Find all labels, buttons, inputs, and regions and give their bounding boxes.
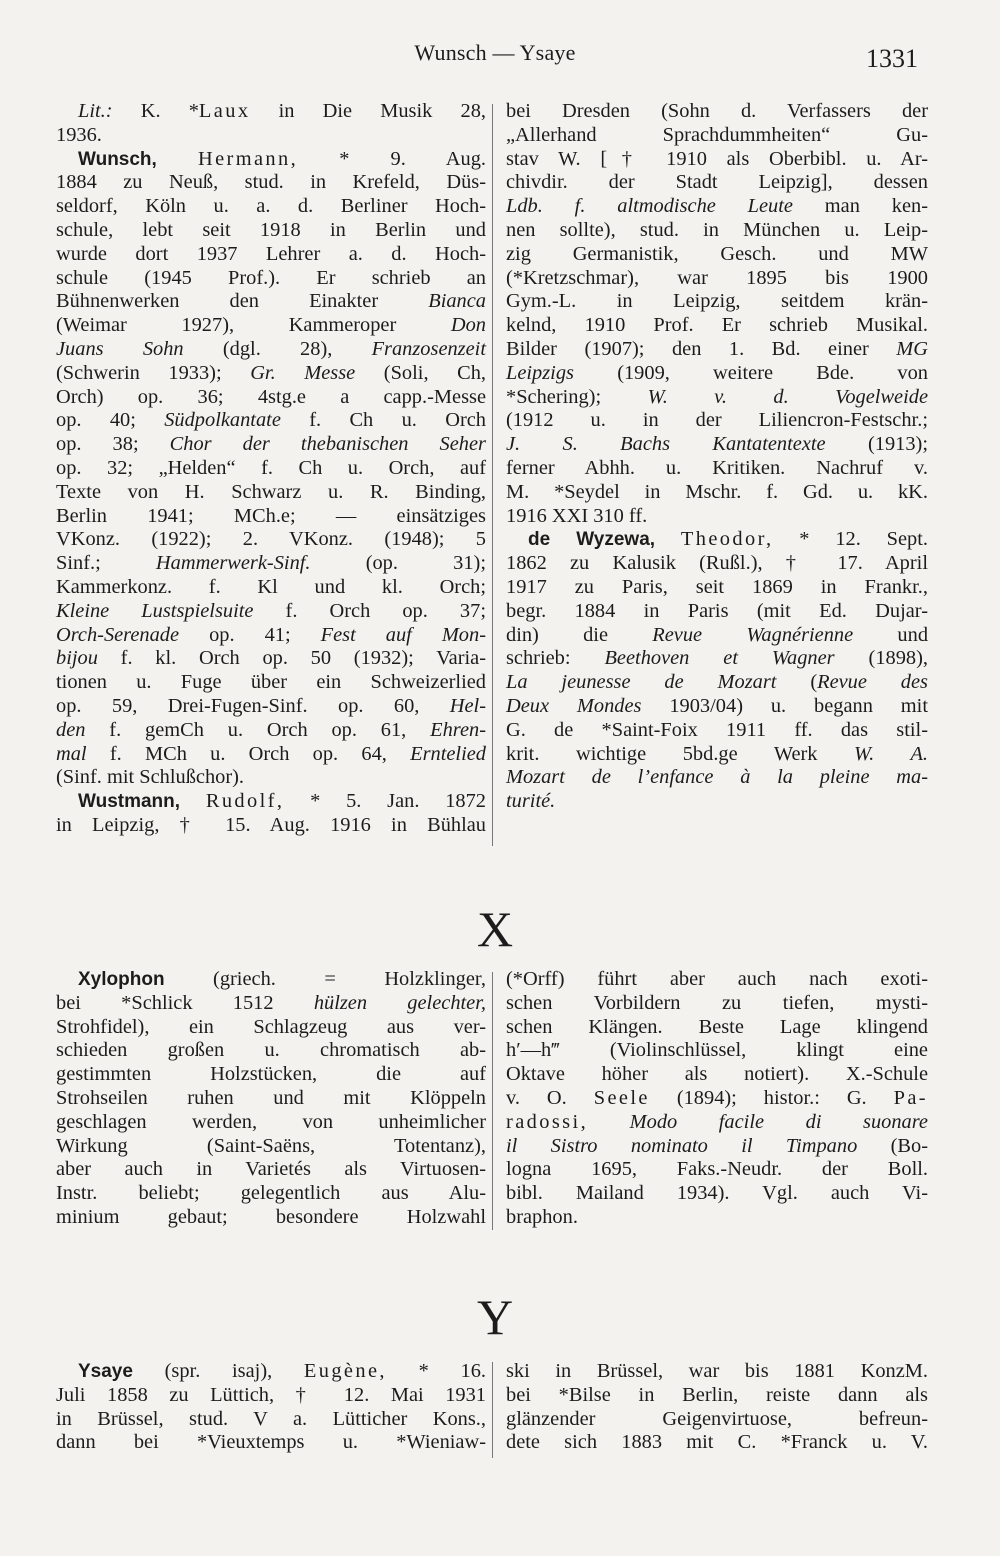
text-line — [506, 1063, 928, 1087]
text-segment: dete sich 1883 mit C. *Franck u. V. — [506, 1431, 928, 1454]
text-line — [506, 409, 928, 433]
text-segment: Kleine Lustspielsuite — [56, 599, 254, 622]
text-segment: schrieb: — [506, 647, 605, 670]
text-segment: bibl. Mailand 1934). Vgl. auch Vi- — [506, 1182, 928, 1205]
text-line — [506, 647, 928, 671]
text-segment: (*Orff) führt aber auch nach exoti- — [506, 968, 928, 990]
text-segment: (*Kretzschmar), war 1895 bis 1900 — [506, 266, 928, 289]
text-line — [56, 148, 486, 172]
text-line — [56, 790, 486, 814]
text-segment: wurde dort 1937 Lehrer a. d. Hoch- — [56, 242, 486, 265]
text-line — [506, 219, 928, 243]
text-line — [506, 1087, 928, 1111]
text-segment: Hel- — [449, 694, 486, 717]
text-line — [506, 576, 928, 600]
text-segment: (griech. = Holzklinger, — [164, 968, 486, 990]
text-line — [506, 243, 928, 267]
text-segment: dann bei *Vieuxtemps u. *Wieniaw- — [56, 1431, 486, 1454]
text-segment: f. gemCh u. Orch op. 61, — [85, 718, 431, 741]
text-segment: * 16. — [386, 1360, 486, 1382]
text-segment: (1894); histor.: G. — [649, 1086, 894, 1109]
section-letter-x: X — [476, 901, 514, 957]
text-segment: W. A. — [854, 742, 928, 765]
text-line — [506, 1158, 928, 1182]
text-line — [56, 481, 486, 505]
text-segment: f. kl. Orch op. 50 (1932); Varia- — [97, 647, 486, 670]
text-line — [506, 338, 928, 362]
text-line — [56, 505, 486, 529]
text-segment: Südpolkantate — [164, 409, 281, 432]
text-segment: nen sollte), stud. in München u. Leip- — [506, 218, 928, 241]
text-line — [56, 362, 486, 386]
text-segment: seldorf, Köln u. a. d. Berliner Hoch- — [56, 195, 486, 218]
text-line — [56, 1063, 486, 1087]
text-line — [506, 1206, 928, 1230]
text-segment: bei Dresden (Sohn d. Verfassers der — [506, 100, 928, 122]
text-segment: Bianca — [428, 290, 486, 313]
text-line — [56, 624, 486, 648]
text-line — [56, 695, 486, 719]
text-line — [506, 1182, 928, 1206]
text-line — [506, 600, 928, 624]
text-segment: 1916 XXI 310 ff. — [506, 504, 648, 527]
text-line — [506, 1408, 928, 1432]
text-line — [56, 171, 486, 195]
text-segment: schen Vorbildern zu tiefen, mysti- — [506, 991, 928, 1014]
text-segment: MG — [896, 337, 928, 360]
text-line — [506, 386, 928, 410]
text-segment: op. 59, Drei-Fugen-Sinf. op. 60, — [56, 694, 450, 717]
text-segment: (Bo- — [857, 1134, 928, 1157]
text-line — [506, 1384, 928, 1408]
text-segment: bijou — [56, 647, 98, 670]
text-segment: zig Germanistik, Gesch. und MW — [506, 242, 928, 265]
text-segment: Pa- — [893, 1086, 928, 1109]
text-segment: * 5. Jan. 1872 — [284, 790, 486, 813]
text-line — [506, 124, 928, 148]
text-line — [506, 1431, 928, 1455]
text-segment: „Allerhand Sprachdummheiten“ Gu- — [506, 123, 928, 146]
text-line — [56, 1408, 486, 1432]
text-line — [56, 1431, 486, 1455]
text-segment: chivdir. der Stadt Leipzig], dessen — [506, 171, 928, 194]
text-line — [56, 219, 486, 243]
text-line — [506, 719, 928, 743]
text-line — [56, 1039, 486, 1063]
text-line — [56, 968, 486, 992]
text-segment: Franzosenzeit — [371, 337, 487, 360]
text-segment: Revue Wagnérienne — [652, 623, 854, 646]
text-segment: (Soli, Ch, — [355, 361, 486, 384]
text-line — [56, 243, 486, 267]
text-segment: Hammerwerk-Sinf. — [155, 552, 311, 575]
text-line — [56, 1182, 486, 1206]
text-line — [506, 1135, 928, 1159]
text-segment: 1917 zu Paris, seit 1869 in Frankr., — [506, 575, 928, 598]
text-segment: minium gebaut; besondere Holzwahl — [56, 1205, 486, 1228]
text-line — [56, 195, 486, 219]
text-segment: h′—h‴ (Violinschlüssel, klingt eine — [506, 1039, 928, 1062]
text-segment: turité. — [506, 790, 556, 813]
text-segment: op. 40; — [56, 409, 165, 432]
column-divider-top — [492, 104, 493, 846]
text-line — [56, 552, 486, 576]
text-line — [56, 314, 486, 338]
text-segment: f. Orch op. 37; — [253, 599, 486, 622]
text-segment: ( — [776, 671, 818, 694]
text-segment: Ehren- — [430, 718, 486, 741]
text-segment: VKonz. (1922); 2. VKonz. (1948); 5 — [56, 528, 486, 551]
text-segment: 1903/04) u. begann mit — [641, 694, 928, 717]
text-line — [56, 743, 486, 767]
text-segment: Texte von H. Schwarz u. R. Binding, — [56, 480, 486, 503]
page-number: 1331 — [866, 44, 918, 73]
text-segment: Oktave höher als notiert). X.-Schule — [506, 1063, 928, 1086]
text-line — [56, 766, 486, 790]
text-segment: hülzen gelechter, — [313, 991, 486, 1014]
text-line — [56, 1360, 486, 1384]
text-segment: 1862 zu Kalusik (Rußl.), † 17. April — [506, 552, 928, 575]
text-line — [506, 624, 928, 648]
column-right-mid — [506, 968, 928, 1230]
text-segment: op. 32; „Helden“ f. Ch u. Orch, auf — [56, 456, 486, 479]
text-segment: Modo facile di suonare — [629, 1110, 928, 1133]
text-segment: man ken- — [792, 195, 928, 218]
text-segment: Erntelied — [410, 742, 486, 765]
text-line — [506, 290, 928, 314]
text-segment: Don — [450, 314, 486, 337]
text-segment: Revue des — [817, 671, 928, 694]
entry-headword: Xylophon — [78, 969, 165, 990]
text-segment: f. Ch u. Orch — [280, 409, 486, 432]
text-line — [506, 267, 928, 291]
text-line — [56, 992, 486, 1016]
text-line — [56, 528, 486, 552]
text-segment: K. * — [112, 100, 199, 122]
text-segment: radossi, — [506, 1110, 589, 1133]
text-segment: Strohseilen ruhen und mit Klöppeln — [56, 1086, 486, 1109]
text-segment: Laux — [198, 100, 251, 122]
text-segment: stav W. [† 1910 als Oberbibl. u. Ar- — [506, 147, 928, 170]
text-segment: Chor der thebanischen Seher — [169, 433, 486, 456]
text-segment: Hermann, — [197, 147, 299, 170]
text-segment: J. S. Bachs Kantatentexte — [506, 433, 826, 456]
text-segment: f. MCh u. Orch op. 64, — [86, 742, 411, 765]
text-segment: schule, lebt seit 1918 in Berlin und — [56, 218, 486, 241]
text-segment: Sinf.; — [56, 552, 156, 575]
text-segment: Eugène, — [303, 1360, 387, 1382]
text-segment: aber auch in Varietés als Virtuosen- — [56, 1158, 486, 1181]
text-segment: in Leipzig, † 15. Aug. 1916 in Bühlau — [56, 813, 486, 836]
text-line — [56, 1135, 486, 1159]
text-segment: op. 38; — [56, 433, 170, 456]
text-segment: Theodor, — [680, 528, 774, 551]
text-line — [56, 600, 486, 624]
text-segment: Deux Mondes — [506, 694, 642, 717]
text-line — [506, 1111, 928, 1135]
text-segment: Orch) op. 36; 4stg.e a capp.-Messe — [56, 385, 486, 408]
text-line — [506, 100, 928, 124]
text-line — [56, 457, 486, 481]
text-line — [56, 433, 486, 457]
text-line — [56, 814, 486, 838]
text-segment: Juli 1858 zu Lüttich, † 12. Mai 1931 — [56, 1383, 486, 1406]
text-line — [506, 1360, 928, 1384]
text-segment: (dgl. 28), — [183, 337, 372, 360]
text-segment: gestimmten Holzstücken, die auf — [56, 1063, 486, 1086]
text-segment: W. v. d. Vogelweide — [647, 385, 929, 408]
text-segment: (Schwerin 1933); — [56, 361, 251, 384]
text-segment: (1898), — [834, 647, 928, 670]
text-line — [56, 124, 486, 148]
text-segment: Lit.: — [78, 100, 113, 122]
section-letter-y: Y — [476, 1289, 514, 1345]
text-segment: tionen u. Fuge über ein Schweizerlied — [56, 671, 486, 694]
text-segment: bei *Schlick 1512 — [56, 991, 314, 1014]
text-segment: Bühnenwerken den Einakter — [56, 290, 429, 313]
text-line — [56, 338, 486, 362]
text-segment: Bilder (1907); den 1. Bd. einer — [506, 337, 897, 360]
text-segment: Leipzigs — [506, 361, 574, 384]
text-segment: ferner Abhh. u. Kritiken. Nachruf v. — [506, 456, 928, 479]
text-segment: Berlin 1941; MCh.e; — einsätziges — [56, 504, 486, 527]
text-segment: mal — [56, 742, 87, 765]
text-line — [56, 647, 486, 671]
text-line — [506, 505, 928, 529]
text-segment: (Sinf. mit Schlußchor). — [56, 766, 245, 789]
text-segment: (Weimar 1927), Kammeroper — [56, 314, 451, 337]
text-line — [506, 362, 928, 386]
text-line — [506, 695, 928, 719]
text-line — [56, 1087, 486, 1111]
text-segment: Seele — [593, 1086, 650, 1109]
text-segment: *Schering); — [506, 385, 648, 408]
text-segment: (spr. isaj), — [132, 1360, 304, 1382]
running-head: Wunsch — Ysaye — [414, 40, 576, 65]
text-segment: M. *Seydel in Mschr. f. Gd. u. kK. — [506, 480, 928, 503]
text-segment: din) die — [506, 623, 653, 646]
column-right-bottom — [506, 1360, 928, 1455]
text-segment: in Brüssel, stud. V a. Lütticher Kons., — [56, 1407, 486, 1430]
text-line — [56, 267, 486, 291]
text-segment: und — [853, 623, 929, 646]
text-line — [56, 1016, 486, 1040]
text-segment: Instr. beliebt; gelegentlich aus Alu- — [56, 1182, 486, 1205]
text-segment: Rudolf, — [205, 790, 285, 813]
column-divider-mid — [492, 972, 493, 1230]
text-segment: Kammerkonz. f. Kl und kl. Orch; — [56, 575, 486, 598]
text-segment — [180, 790, 206, 812]
text-line — [506, 968, 928, 992]
column-divider-bottom — [492, 1362, 493, 1458]
text-segment: (op. 31); — [310, 552, 486, 575]
text-line — [506, 433, 928, 457]
entry-headword: Wunsch, — [78, 148, 157, 170]
text-segment — [655, 528, 681, 550]
text-segment: Mozart de l’enfance à la pleine ma- — [506, 766, 928, 789]
column-right-top — [506, 100, 928, 814]
text-segment: Strohfidel), ein Schlagzeug aus ver- — [56, 1015, 486, 1038]
text-line — [56, 386, 486, 410]
entry-headword: Wustmann, — [78, 791, 181, 813]
text-line — [506, 992, 928, 1016]
text-segment: begr. 1884 in Paris (mit Ed. Dujar- — [506, 599, 928, 622]
text-segment: krit. wichtige 5bd.ge Werk — [506, 742, 855, 765]
text-line — [56, 100, 486, 124]
text-segment: logna 1695, Faks.-Neudr. der Boll. — [506, 1158, 928, 1181]
text-segment: 1884 zu Neuß, stud. in Krefeld, Düs- — [56, 171, 486, 194]
text-line — [56, 1111, 486, 1135]
text-segment — [588, 1111, 630, 1133]
text-line — [506, 671, 928, 695]
text-line — [56, 1384, 486, 1408]
text-line — [56, 1158, 486, 1182]
entry-headword: Ysaye — [78, 1361, 133, 1382]
text-line — [506, 195, 928, 219]
text-line — [506, 766, 928, 790]
text-segment: schule (1945 Prof.). Er schrieb an — [56, 266, 486, 289]
text-line — [506, 481, 928, 505]
text-line — [506, 528, 928, 552]
text-line — [506, 457, 928, 481]
text-segment: braphon. — [506, 1205, 578, 1228]
text-segment: G. de *Saint-Foix 1911 ff. das stil- — [506, 718, 928, 741]
entry-headword: de Wyzewa, — [528, 529, 656, 551]
text-segment: schieden großen u. chromatisch ab- — [56, 1039, 486, 1062]
text-segment: Orch-Serenade — [56, 623, 180, 646]
text-line — [56, 409, 486, 433]
text-segment: * 9. Aug. — [298, 147, 486, 170]
text-segment: schen Klängen. Beste Lage klingend — [506, 1015, 928, 1038]
text-line — [56, 1206, 486, 1230]
text-segment: il Sistro nominato il Timpano — [506, 1134, 858, 1157]
text-segment: Wirkung (Saint-Saëns, Totentanz), — [56, 1134, 486, 1157]
text-segment — [157, 148, 198, 170]
text-segment: (1909, weitere Bde. von — [573, 361, 928, 384]
text-segment: Gym.-L. in Leipzig, seitdem krän- — [506, 290, 928, 313]
text-segment: La jeunesse de Mozart — [506, 671, 777, 694]
text-segment: * 12. Sept. — [773, 528, 928, 551]
text-segment: Juans Sohn — [56, 337, 184, 360]
text-segment: Fest auf Mon- — [320, 623, 486, 646]
text-line — [506, 148, 928, 172]
text-segment: Gr. Messe — [250, 361, 356, 384]
text-line — [56, 290, 486, 314]
text-line — [56, 671, 486, 695]
text-segment: op. 41; — [179, 623, 321, 646]
text-segment: v. O. — [506, 1086, 594, 1109]
text-line — [506, 1016, 928, 1040]
text-segment: Ldb. f. altmodische Leute — [506, 195, 793, 218]
text-line — [56, 719, 486, 743]
text-line — [506, 552, 928, 576]
text-segment: in Die Musik 28, — [250, 100, 486, 122]
text-segment: kelnd, 1910 Prof. Er schrieb Musikal. — [506, 314, 928, 337]
text-segment: geschlagen werden, von unheimlicher — [56, 1110, 486, 1133]
text-line — [506, 790, 928, 814]
text-segment: (1912 u. in der Liliencron-Festschr.; — [506, 409, 928, 432]
text-segment: (1913); — [825, 433, 928, 456]
column-left-mid — [56, 968, 486, 1230]
text-segment: den — [56, 718, 86, 741]
text-line — [506, 314, 928, 338]
column-left-bottom — [56, 1360, 486, 1455]
text-segment: bei *Bilse in Berlin, reiste dann als — [506, 1383, 928, 1406]
text-segment: 1936. — [56, 123, 102, 146]
text-segment: Beethoven et Wagner — [604, 647, 835, 670]
text-line — [506, 171, 928, 195]
text-segment: glänzender Geigenvirtuose, befreun- — [506, 1407, 928, 1430]
text-line — [506, 1039, 928, 1063]
text-line — [56, 576, 486, 600]
text-segment: ski in Brüssel, war bis 1881 KonzM. — [506, 1360, 928, 1382]
column-left-top — [56, 100, 486, 838]
text-line — [506, 743, 928, 767]
